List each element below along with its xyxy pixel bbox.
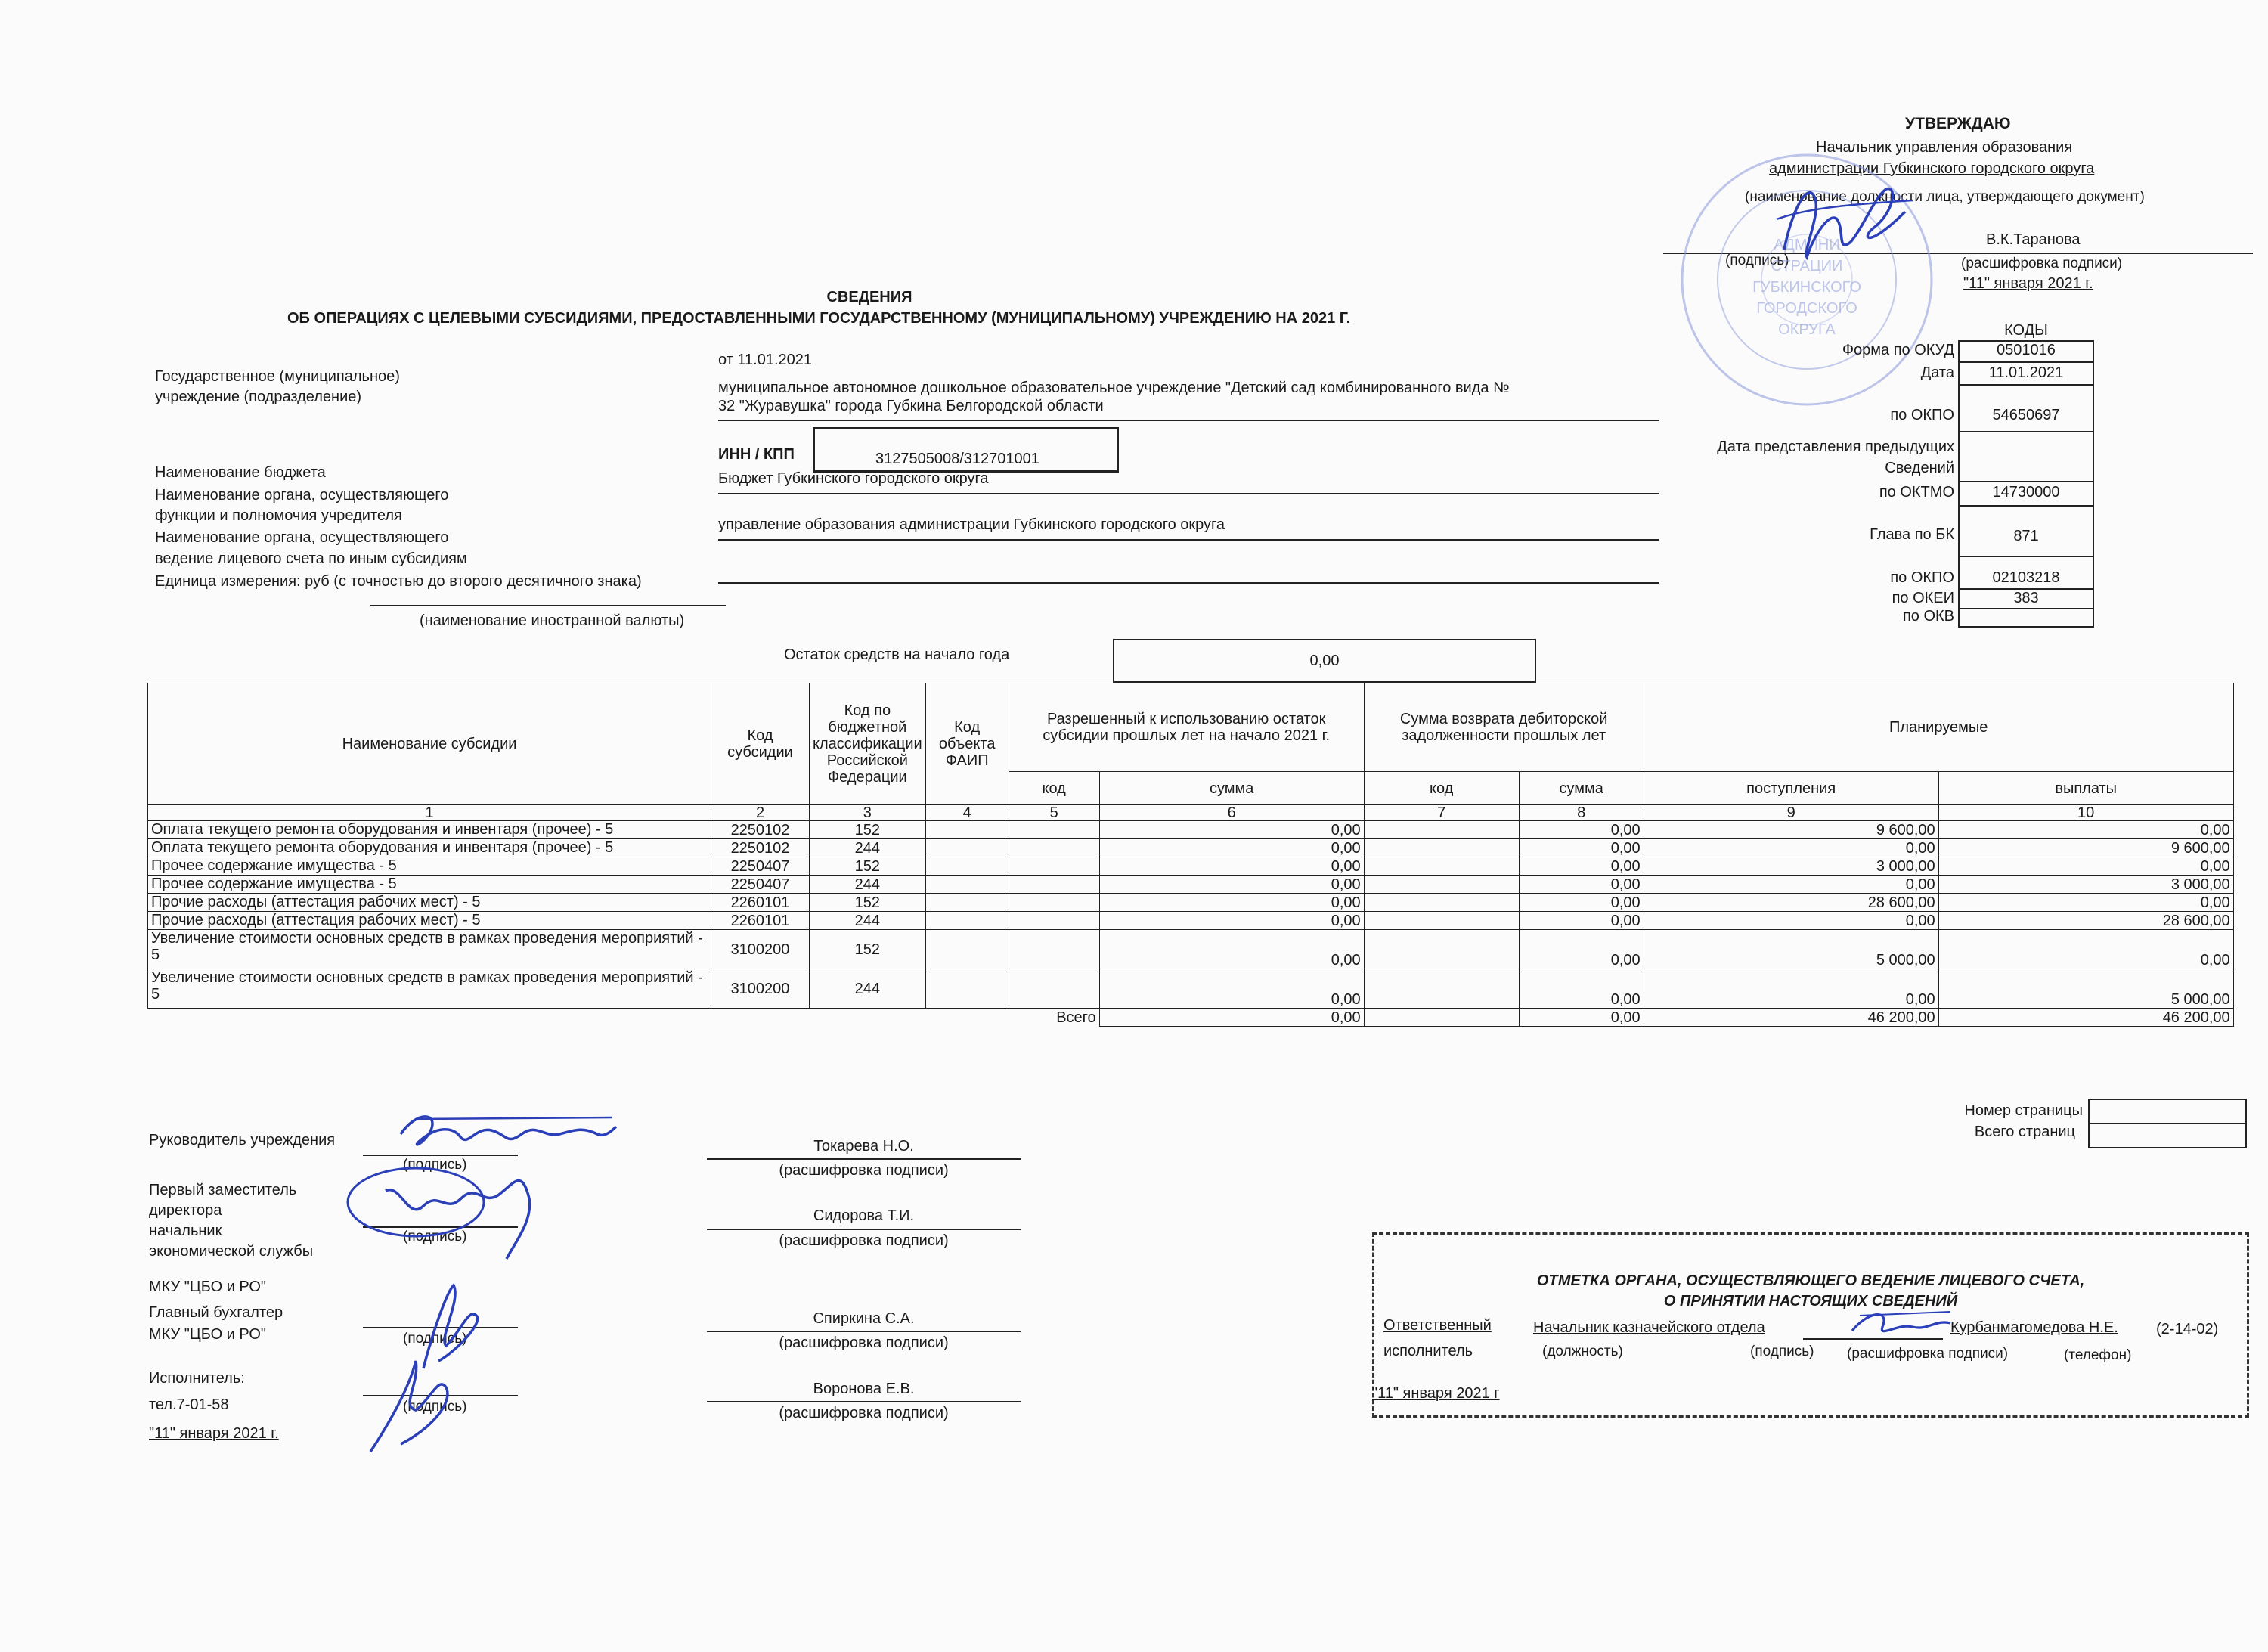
row-name: Увеличение стоимости основных средств в рамках проведения мероприятий - 5 [148,930,711,969]
code-label-okpo: по ОКПО [1890,407,1954,423]
row-out: 3 000,00 [1938,876,2233,894]
table-row [148,821,2234,839]
mark-position: Начальник казначейского отдела [1533,1319,1765,1336]
row-kbk: 244 [810,912,926,930]
exec-signature-icon [355,1346,476,1459]
index-cell: 5 [1009,805,1099,821]
subsidies-table [147,683,2234,1027]
mark-resp-2: исполнитель [1383,1343,1473,1359]
codes-divider [1958,361,2094,363]
row-out: 28 600,00 [1938,912,2233,930]
row-sum-8: 0,00 [1519,857,1644,876]
row-name: Оплата текущего ремонта оборудования и инвентаря (прочее) - 5 [148,821,711,839]
code-label-prev-2: Сведений [1885,460,1954,476]
row-faip [925,969,1009,1009]
row-kod-5 [1009,857,1099,876]
approve-name: В.К.Таранова [1986,231,2081,248]
row-in: 9 600,00 [1644,821,1938,839]
balance-box [1113,639,1536,683]
row-faip [925,912,1009,930]
pages-divider [2090,1123,2245,1124]
row-kod-7 [1364,969,1519,1009]
label-institution-2: учреждение (подразделение) [155,389,362,405]
total-label: Всего [1056,1009,1096,1026]
row-in: 0,00 [1644,839,1938,857]
label-founder-1: Наименование органа, осуществляющего [155,487,449,504]
founder-value: управление образования администрации Губкинского городского округа [718,516,1225,533]
row-code: 2250407 [711,876,810,894]
code-label-prev-1: Дата представления предыдущих [1717,439,1954,455]
head-name-rule [707,1158,1021,1160]
row-code: 2250407 [711,857,810,876]
balance-label: Остаток средств на начало года [784,646,1010,663]
mark-phone: (2-14-02) [2156,1321,2219,1337]
svg-text:ГОРОДСКОГО: ГОРОДСКОГО [1756,300,1857,317]
row-kod-7 [1364,894,1519,912]
mark-date: "11" января 2021 г [1372,1385,1500,1402]
label-account-2: ведение лицевого счета по иным субсидиям [155,550,467,567]
code-label-okei: по ОКЕИ [1892,590,1954,606]
row-kod-5 [1009,969,1099,1009]
row-in: 5 000,00 [1644,930,1938,969]
codes-divider [1958,431,2094,432]
deputy-label-1: Первый заместитель [149,1182,297,1198]
th-planned: Планируемые [1644,683,2233,772]
codes-divider [1958,481,2094,482]
svg-text:ОКРУГА: ОКРУГА [1778,321,1836,338]
row-sum-8: 0,00 [1519,969,1644,1009]
row-sum-8: 0,00 [1519,930,1644,969]
row-code: 3100200 [711,969,810,1009]
total-row [148,1009,2234,1027]
row-kbk: 244 [810,839,926,857]
exec-label: Исполнитель: [149,1370,245,1387]
row-name: Увеличение стоимости основных средств в рамках проведения мероприятий - 5 [148,969,711,1009]
row-kbk: 152 [810,894,926,912]
table-row [148,857,2234,876]
currency-rule [370,605,726,606]
institution-name-1: муниципальное автономное дошкольное образовательное учреждение "Детский сад комбинированного вида № [718,380,1510,396]
doc-title-1: СВЕДЕНИЯ [826,289,912,305]
th-sum-1: сумма [1099,772,1364,805]
row-sum-8: 0,00 [1519,894,1644,912]
mark-caption-phone: (телефон) [2064,1347,2132,1363]
page-num-label: Номер страницы [1964,1102,2083,1119]
cbo-name: Спиркина С.А. [813,1310,915,1327]
row-kbk: 244 [810,876,926,894]
th-kbk: Код по бюджетной классификации Российской Федерации [810,683,926,805]
index-cell: 1 [148,805,711,821]
exec-phone: тел.7-01-58 [149,1396,229,1413]
index-cell: 8 [1519,805,1644,821]
doc-title-2: ОБ ОПЕРАЦИЯХ С ЦЕЛЕВЫМИ СУБСИДИЯМИ, ПРЕДОСТАВЛЕННЫМИ ГОСУДАРСТВЕННОМУ (МУНИЦИПАЛЬНОМУ) УЧРЕЖДЕНИЮ НА 2021 Г. [287,310,1351,327]
th-sum-2: сумма [1519,772,1644,805]
index-cell: 3 [810,805,926,821]
row-kod-5 [1009,912,1099,930]
approve-decode-caption: (расшифровка подписи) [1961,256,2123,271]
total-s8: 0,00 [1519,1009,1644,1027]
head-sign-caption: (подпись) [403,1157,467,1173]
th-in: поступления [1644,772,1938,805]
row-code: 2260101 [711,894,810,912]
approve-caption: (наименование должности лица, утверждающего документ) [1745,189,2145,205]
pages-box [2088,1099,2247,1148]
approve-title: УТВЕРЖДАЮ [1905,115,2011,132]
row-kbk: 152 [810,821,926,839]
index-cell: 2 [711,805,810,821]
row-out: 0,00 [1938,857,2233,876]
label-budget: Наименование бюджета [155,464,326,481]
row-faip [925,821,1009,839]
label-institution-1: Государственное (муниципальное) [155,368,400,385]
approve-line1: Начальник управления образования [1816,139,2073,156]
approve-line2: администрации Губкинского городского округа [1769,160,2095,177]
row-out: 0,00 [1938,930,2233,969]
inn-value: 3127505008/312701001 [875,451,1040,467]
budget-value: Бюджет Губкинского городского округа [718,470,989,487]
row-name: Прочее содержание имущества - 5 [148,876,711,894]
row-sum-6: 0,00 [1099,821,1364,839]
row-sum-8: 0,00 [1519,839,1644,857]
row-sum-6: 0,00 [1099,839,1364,857]
th-faip: Код объекта ФАИП [925,683,1009,805]
code-label-okud: Форма по ОКУД [1842,342,1954,358]
table-row [148,876,2234,894]
row-faip [925,930,1009,969]
table-row [148,839,2234,857]
institution-rule [718,420,1659,421]
row-faip [925,857,1009,876]
th-return: Сумма возврата дебиторской задолженности прошлых лет [1364,683,1644,772]
row-in: 0,00 [1644,876,1938,894]
row-name: Оплата текущего ремонта оборудования и инвентаря (прочее) - 5 [148,839,711,857]
row-in: 0,00 [1644,969,1938,1009]
cbo-label-1: МКУ "ЦБО и РО" [149,1279,266,1295]
code-value-bk: 871 [2013,528,2039,544]
cbo-decode-caption: (расшифровка подписи) [779,1334,949,1351]
codes-divider [1958,505,2094,507]
code-value-okpo: 54650697 [1992,407,2060,423]
svg-text:ГУБКИНСКОГО: ГУБКИНСКОГО [1752,279,1861,296]
row-kod-7 [1364,857,1519,876]
row-in: 0,00 [1644,912,1938,930]
codes-divider [1958,608,2094,609]
inn-box [813,427,1119,473]
table-row [148,912,2234,930]
total-s6: 0,00 [1099,1009,1364,1027]
row-kod-7 [1364,912,1519,930]
approve-sign-caption: (подпись) [1725,253,1789,268]
mark-caption-position: (должность) [1542,1344,1623,1359]
row-kod-5 [1009,839,1099,857]
head-label: Руководитель учреждения [149,1132,336,1148]
index-row [148,805,2234,821]
exec-name: Воронова Е.В. [813,1381,915,1397]
row-faip [925,839,1009,857]
codes-header: КОДЫ [2004,322,2048,339]
th-out: выплаты [1938,772,2233,805]
codes-divider [1958,556,2094,557]
th-allowed: Разрешенный к использованию остаток субсидии прошлых лет на начало 2021 г. [1009,683,1364,772]
row-name: Прочие расходы (аттестация рабочих мест) - 5 [148,894,711,912]
deputy-label-2: директора [149,1202,222,1219]
deputy-signature-icon [333,1153,559,1266]
row-out: 0,00 [1938,894,2233,912]
approve-date: "11" января 2021 г. [1963,275,2093,292]
total-in: 46 200,00 [1644,1009,1938,1027]
code-value-okud: 0501016 [1997,342,2056,358]
cbo-name-rule [707,1331,1021,1332]
row-in: 3 000,00 [1644,857,1938,876]
row-sum-6: 0,00 [1099,930,1364,969]
inn-label: ИНН / КПП [718,446,795,463]
row-code: 2260101 [711,912,810,930]
th-kod-2: код [1364,772,1519,805]
row-in: 28 600,00 [1644,894,1938,912]
code-value-okpo2: 02103218 [1992,569,2060,586]
row-sum-8: 0,00 [1519,876,1644,894]
code-value-oktmo: 14730000 [1992,484,2060,501]
row-kbk: 244 [810,969,926,1009]
row-kod-7 [1364,876,1519,894]
row-sum-6: 0,00 [1099,876,1364,894]
approver-signature-icon [1761,166,1928,280]
institution-name-2: 32 "Журавушка" города Губкина Белгородской области [718,398,1104,414]
row-kod-5 [1009,930,1099,969]
svg-text:СТРАЦИИ: СТРАЦИИ [1771,258,1843,274]
page-total-label: Всего страниц [1974,1124,2075,1140]
row-sum-8: 0,00 [1519,912,1644,930]
row-kbk: 152 [810,857,926,876]
code-label-date: Дата [1920,364,1954,381]
code-label-bk: Глава по БК [1870,526,1954,543]
row-kod-7 [1364,839,1519,857]
total-out: 46 200,00 [1938,1009,2233,1027]
row-faip [925,876,1009,894]
mark-resp-1: Ответственный [1383,1317,1492,1334]
row-sum-6: 0,00 [1099,969,1364,1009]
mark-title-1: ОТМЕТКА ОРГАНА, ОСУЩЕСТВЛЯЮЩЕГО ВЕДЕНИЕ ЛИЦЕВОГО СЧЕТА, [1536,1272,2085,1289]
founder-rule [718,539,1659,541]
label-account-1: Наименование органа, осуществляющего [155,529,449,546]
exec-sign-caption: (подпись) [403,1399,467,1415]
row-code: 3100200 [711,930,810,969]
row-kod-5 [1009,894,1099,912]
deputy-label-3: начальник [149,1223,222,1239]
label-unit: Единица измерения: руб (с точностью до второго десятичного знака) [155,573,642,590]
row-kod-7 [1364,821,1519,839]
cbo-label-3: МКУ "ЦБО и РО" [149,1326,266,1343]
balance-value: 0,00 [1309,652,1340,669]
svg-text:АДМИНИ: АДМИНИ [1774,237,1840,253]
deputy-name-rule [707,1229,1021,1230]
th-kod-1: код [1009,772,1099,805]
deputy-name: Сидорова Т.И. [813,1207,915,1224]
row-name: Прочее содержание имущества - 5 [148,857,711,876]
code-label-oktmo: по ОКТМО [1879,484,1954,501]
row-out: 9 600,00 [1938,839,2233,857]
mark-caption-sign: (подпись) [1750,1344,1814,1359]
currency-caption: (наименование иностранной валюты) [420,612,685,629]
table-row [148,894,2234,912]
row-sum-6: 0,00 [1099,894,1364,912]
row-kod-7 [1364,930,1519,969]
code-label-okv: по ОКВ [1902,608,1954,625]
mark-signature-icon [1845,1300,1958,1346]
index-cell: 9 [1644,805,1938,821]
code-label-okpo2: по ОКПО [1890,569,1954,586]
mark-name: Курбанмагомедова Н.Е. [1950,1319,2118,1336]
index-cell: 4 [925,805,1009,821]
row-code: 2250102 [711,821,810,839]
row-out: 0,00 [1938,821,2233,839]
label-founder-2: функции и полномочия учредителя [155,507,402,524]
date-from: от 11.01.2021 [718,352,813,368]
row-sum-8: 0,00 [1519,821,1644,839]
codes-divider [1958,384,2094,386]
row-name: Прочие расходы (аттестация рабочих мест) - 5 [148,912,711,930]
signers-date: "11" января 2021 г. [149,1425,279,1442]
th-code: Код субсидии [711,683,810,805]
index-cell: 10 [1938,805,2233,821]
exec-decode-caption: (расшифровка подписи) [779,1405,949,1421]
deputy-sign-caption: (подпись) [403,1229,467,1244]
index-cell: 6 [1099,805,1364,821]
row-code: 2250102 [711,839,810,857]
head-name: Токарева Н.О. [813,1138,914,1155]
row-kbk: 152 [810,930,926,969]
budget-rule [718,493,1659,494]
account-rule [718,582,1659,584]
cbo-label-2: Главный бухгалтер [149,1304,284,1321]
row-kod-5 [1009,876,1099,894]
table-row [148,930,2234,969]
cbo-sign-caption: (подпись) [403,1331,467,1347]
deputy-decode-caption: (расшифровка подписи) [779,1232,949,1249]
head-decode-caption: (расшифровка подписи) [779,1162,949,1179]
row-faip [925,894,1009,912]
row-out: 5 000,00 [1938,969,2233,1009]
exec-name-rule [707,1401,1021,1402]
row-sum-6: 0,00 [1099,857,1364,876]
row-sum-6: 0,00 [1099,912,1364,930]
th-name: Наименование субсидии [148,683,711,805]
total-kod [1364,1009,1519,1027]
mark-caption-decode: (расшифровка подписи) [1847,1346,2009,1362]
code-value-date: 11.01.2021 [1988,364,2064,381]
mark-title-2: О ПРИНЯТИИ НАСТОЯЩИХ СВЕДЕНИЙ [1663,1293,1958,1310]
table-row [148,969,2234,1009]
index-cell: 7 [1364,805,1519,821]
deputy-label-4: экономической службы [149,1243,314,1260]
row-kod-5 [1009,821,1099,839]
code-value-okei: 383 [2013,590,2039,606]
